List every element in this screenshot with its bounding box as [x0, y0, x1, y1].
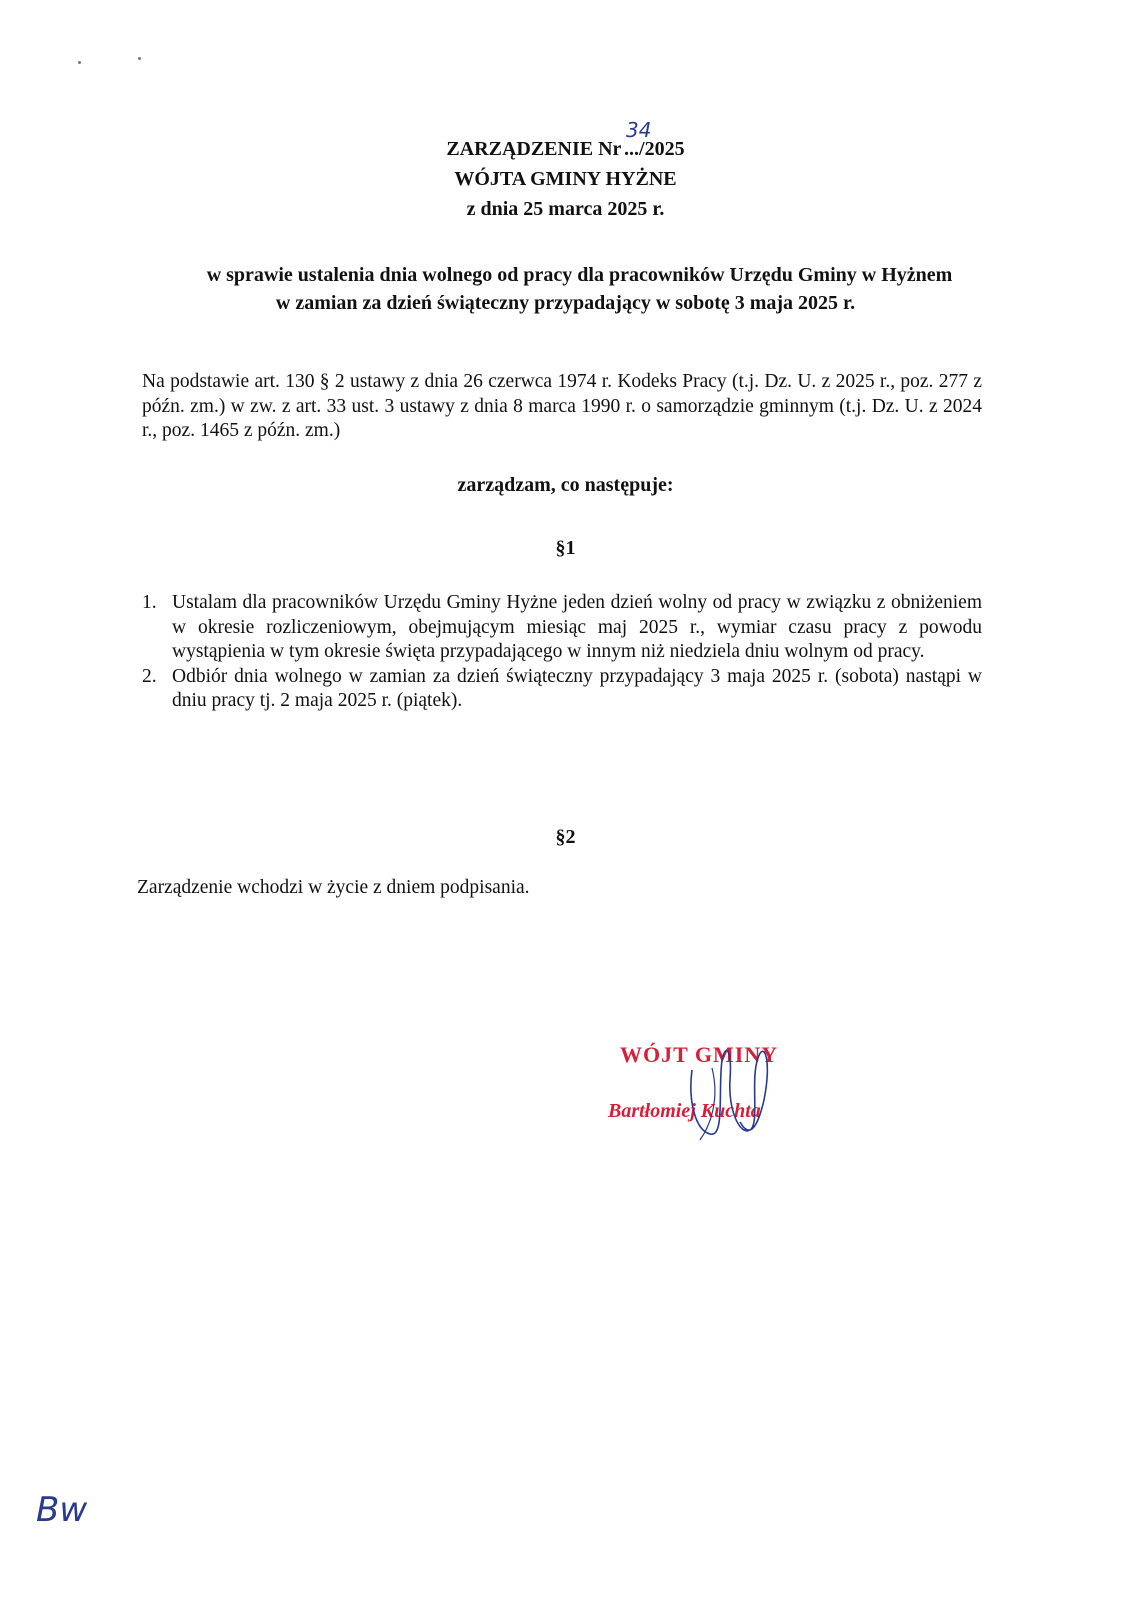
scan-mark — [138, 57, 141, 60]
title-dots: ... — [624, 138, 640, 160]
section-1-heading: §1 — [555, 537, 576, 559]
list-item — [142, 591, 982, 665]
list-item — [142, 665, 982, 714]
list-item-text: Odbiór dnia wolnego w zamian za dzień świąteczny przypadający 3 maja 2025 r. (sobota) nastąpi w dniu pracy tj. 2 maja 2025 r. (piątek). — [172, 665, 982, 711]
title-suffix: /2025 — [639, 138, 685, 160]
title-prefix: ZARZĄDZENIE Nr — [446, 138, 622, 160]
list-item-text: Ustalam dla pracowników Urzędu Gminy Hyżne jeden dzień wolny od pracy w związku z obniżeniem w okresie rozliczeniowym, obejmującym miesiąc maj 2025 r., wymiar czasu pracy z powodu wystąpienia w tym okresie święta przypadającego w innym niż niedziela dniu wolnym od pracy. — [172, 592, 982, 662]
handwritten-number: 34 — [626, 118, 652, 142]
stamp-title: WÓJT GMINY — [620, 1042, 779, 1067]
subject-line-1: w sprawie ustalenia dnia wolnego od pracy dla pracowników Urzędu Gminy w Hyżnem — [206, 264, 953, 286]
section-2-heading: §2 — [555, 826, 576, 848]
signature — [600, 1030, 840, 1150]
list-item-number: 1. — [142, 592, 157, 613]
list-item-number: 2. — [142, 665, 157, 687]
scan-mark — [78, 61, 81, 64]
legal-basis: Na podstawie art. 130 § 2 ustawy z dnia 26 czerwca 1974 r. Kodeks Pracy (t.j. Dz. U. z 2025 r., poz. 277 z późn. zm.) w zw. z art. 33 ust. 3 ustawy z dnia 8 marca 1990 r. o samorządzie gminnym (t.j. Dz. U. z 2024 r., poz. 1465 z późn. zm.) — [142, 371, 982, 441]
section-2-text: Zarządzenie wchodzi w życie z dniem podpisania. — [137, 877, 530, 898]
document-title — [0, 118, 1131, 161]
document-date: z dnia 25 marca 2025 r. — [466, 198, 665, 220]
stamp-name: Bartłomiej Kuchta — [608, 1100, 761, 1122]
ordering-phrase: zarządzam, co następuje: — [457, 474, 674, 496]
authority-heading: WÓJTA GMINY HYŻNE — [454, 168, 677, 190]
handwritten-initials: Bw — [36, 1490, 88, 1530]
official-stamp — [600, 1030, 840, 1140]
section-1-list — [142, 591, 982, 714]
subject-line-2: w zamian za dzień świąteczny przypadający w sobotę 3 maja 2025 r. — [275, 292, 856, 314]
